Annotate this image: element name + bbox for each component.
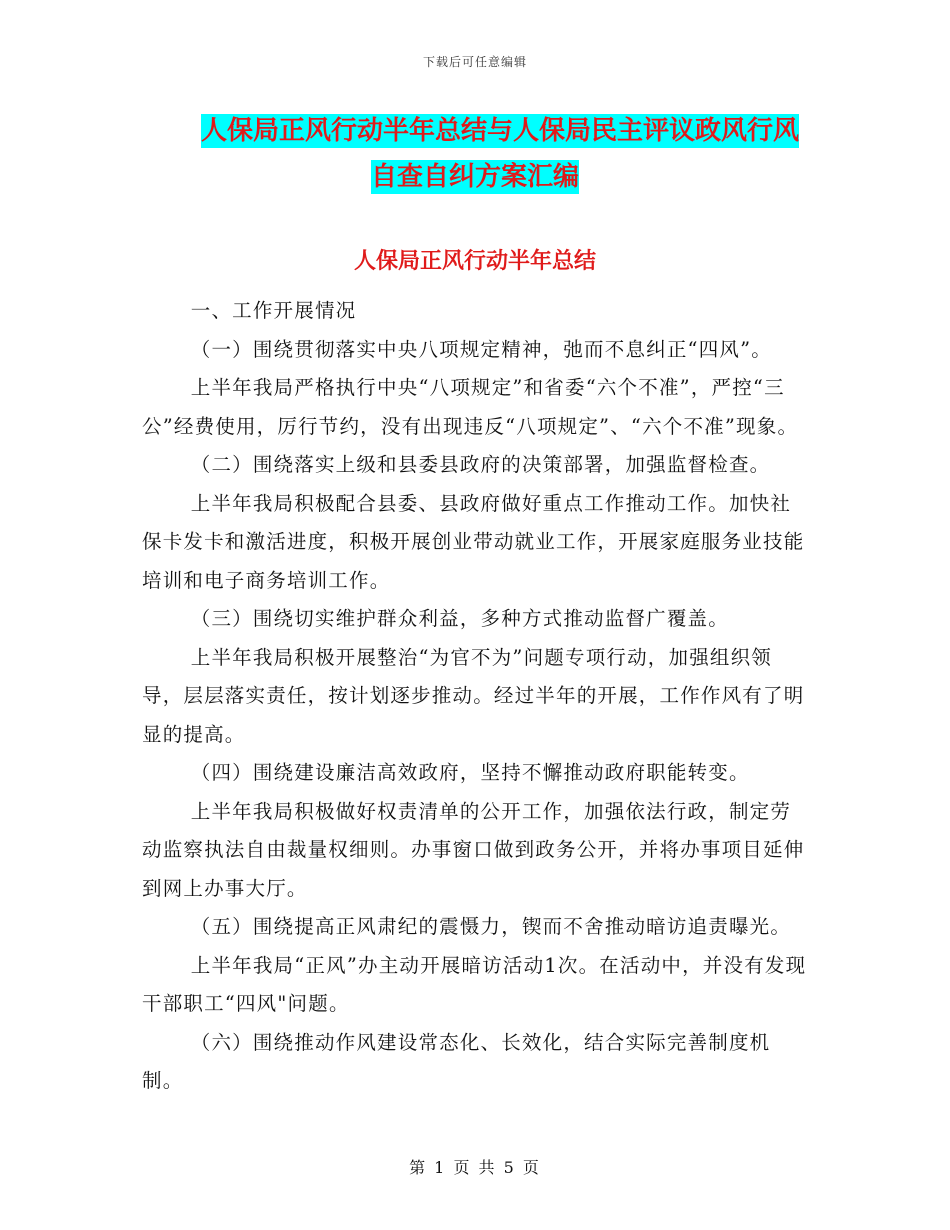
body-paragraph-4: 上半年我局积极做好权责清单的公开工作，加强依法行政，制定劳动监察执法自由裁量权细则。办事窗口做到政务公开，并将办事项目延伸到网上办事大厅。	[142, 799, 805, 900]
subheading-1: （一）围绕贯彻落实中央八项规定精神，弛而不息纠正“四风”。	[190, 337, 772, 361]
subheading-6: （六）围绕推动作风建设常态化、长效化，结合实际完善制度机制。	[142, 1030, 771, 1092]
document-body	[142, 292, 810, 1101]
subheading-4: （四）围绕建设廉洁高效政府，坚持不懈推动政府职能转变。	[190, 761, 750, 784]
section-title: 人保局正风行动半年总结	[353, 249, 596, 274]
page-number-footer: 第 1 页 共 5 页	[409, 1158, 541, 1177]
body-paragraph-1: 上半年我局严格执行中央“八项规定”和省委“六个不准”，严控“三公”经费使用，厉行节约，没有出现违反“八项规定”、“六个不准”现象。	[142, 376, 799, 438]
subheading-5: （五）围绕提高正风肃纪的震慑力，锲而不舍推动暗访追责曝光。	[190, 915, 792, 938]
body-paragraph-2: 上半年我局积极配合县委、县政府做好重点工作推动工作。加快社保卡发卡和激活进度，积极开展创业带动就业工作，开展家庭服务业技能培训和电子商务培训工作。	[142, 491, 805, 592]
page-header-note: 下载后可任意编辑	[422, 55, 527, 69]
body-paragraph-5: 上半年我局“正风”办主动开展暗访活动1次。在活动中，并没有发现干部职工“四风"问题。	[142, 953, 807, 1015]
subheading-2: （二）围绕落实上级和县委县政府的决策部署，加强监督检查。	[190, 453, 771, 476]
heading-work-status: 一、工作开展情况	[190, 299, 357, 322]
document-title-line-2: 自查自纠方案汇编	[370, 162, 579, 192]
document-title	[0, 108, 950, 200]
subheading-3: （三）围绕切实维护群众利益，多种方式推动监督广覆盖。	[190, 607, 729, 630]
body-paragraph-3: 上半年我局积极开展整治“为官不为”问题专项行动，加强组织领导，层层落实责任，按计划逐步推动。经过半年的开展，工作作风有了明显的提高。	[142, 645, 805, 746]
document-title-line-1: 人保局正风行动半年总结与人保局民主评议政风行风	[200, 116, 799, 146]
